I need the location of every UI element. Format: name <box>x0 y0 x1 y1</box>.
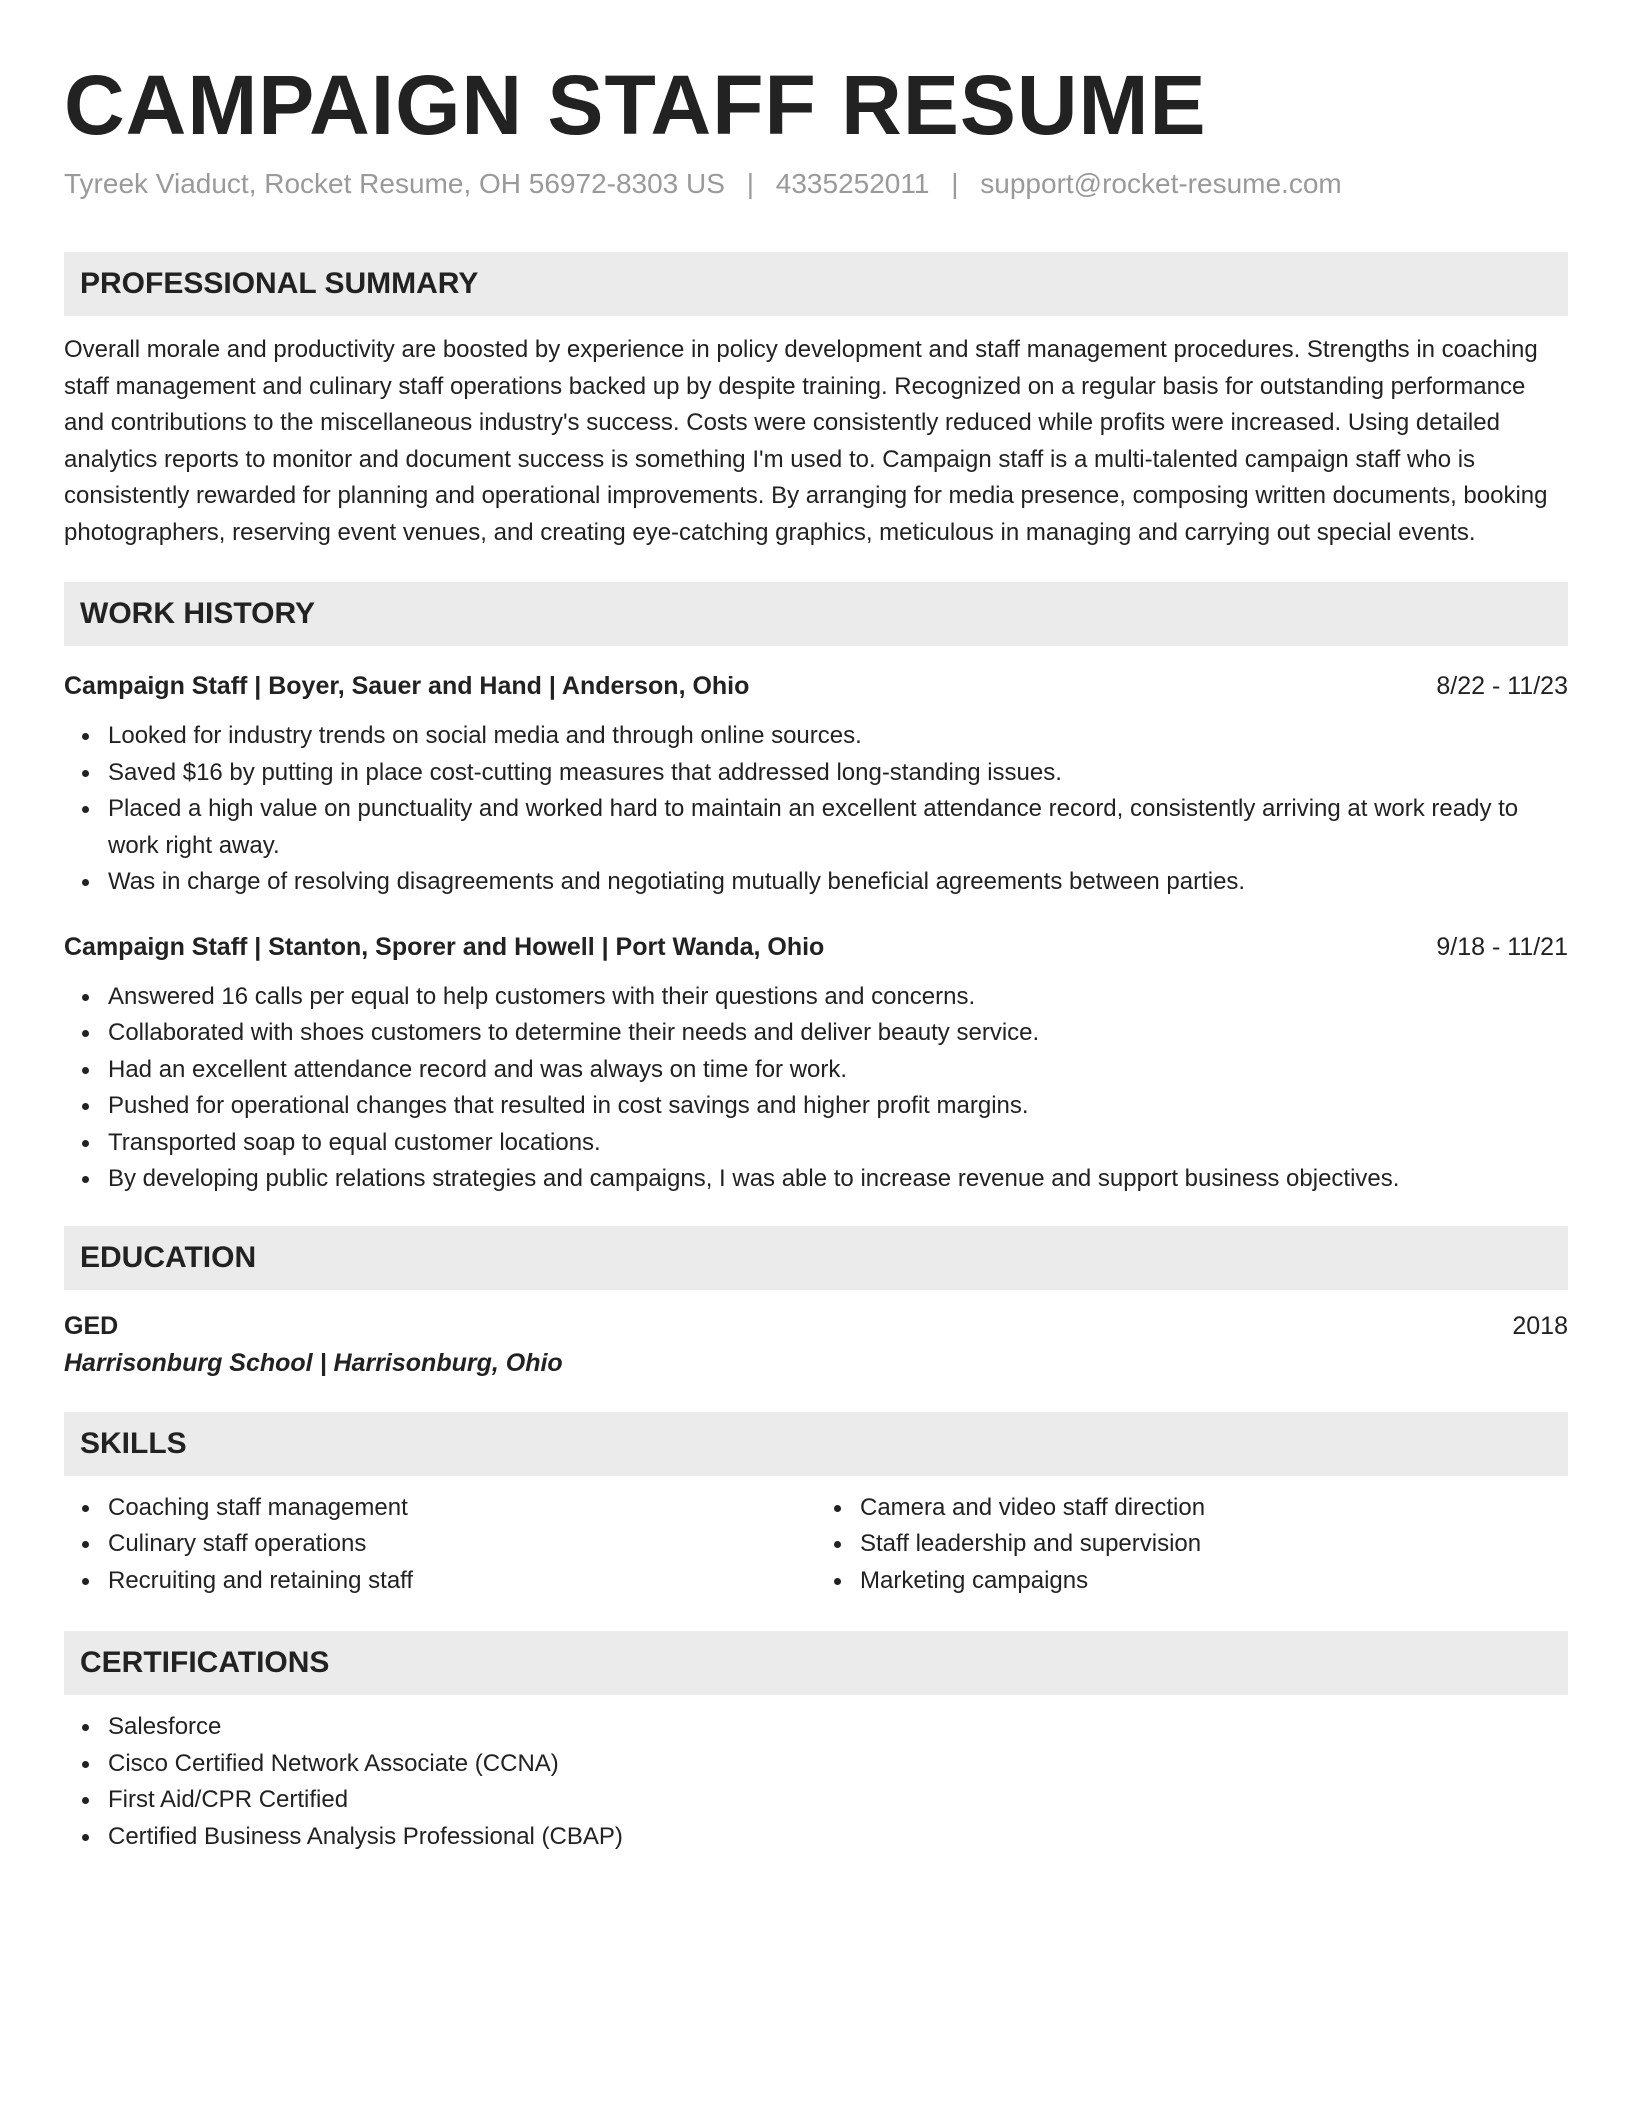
job-dates: 8/22 - 11/23 <box>1436 672 1568 700</box>
education-year: 2018 <box>1512 1311 1568 1340</box>
contact-separator: | <box>746 168 754 199</box>
education-degree: GED <box>64 1311 119 1340</box>
job-header <box>64 668 1568 704</box>
contact-separator: | <box>951 168 959 199</box>
job-bullet: Placed a high value on punctuality and worked hard to maintain an excellent attendance record, consistently arriving at work ready to work right away. <box>108 791 1568 864</box>
skills-columns <box>64 1490 1568 1600</box>
skills-list <box>816 1490 1568 1600</box>
skill-item: Culinary staff operations <box>108 1526 816 1563</box>
job-bullets <box>64 718 1568 901</box>
skill-item: Camera and video staff direction <box>860 1490 1568 1527</box>
certification-item: Cisco Certified Network Associate (CCNA) <box>108 1746 1568 1783</box>
education-school: Harrisonburg School | Harrisonburg, Ohio <box>64 1348 563 1377</box>
job-title: Campaign Staff | Stanton, Sporer and Howell | Port Wanda, Ohio <box>64 932 825 961</box>
skills-list <box>64 1490 816 1600</box>
section-heading-certifications: CERTIFICATIONS <box>64 1631 1568 1695</box>
section-heading-education: EDUCATION <box>64 1226 1568 1290</box>
section-heading-summary: PROFESSIONAL SUMMARY <box>64 252 1568 316</box>
job-dates: 9/18 - 11/21 <box>1436 932 1568 961</box>
certification-item: Salesforce <box>108 1709 1568 1746</box>
job-title: Campaign Staff | Boyer, Sauer and Hand | Anderson, Ohio <box>64 672 750 700</box>
section-heading-skills: SKILLS <box>64 1412 1568 1476</box>
job-bullet: Transported soap to equal customer locations. <box>108 1125 1568 1162</box>
job-bullet: Collaborated with shoes customers to determine their needs and deliver beauty service. <box>108 1015 1568 1052</box>
job-bullet: Pushed for operational changes that resulted in cost savings and higher profit margins. <box>108 1088 1568 1125</box>
skill-item: Recruiting and retaining staff <box>108 1563 816 1600</box>
certification-item: Certified Business Analysis Professional (CBAP) <box>108 1819 1568 1856</box>
contact-phone: 4335252011 <box>775 168 930 199</box>
skills-column-left <box>64 1490 816 1600</box>
contact-email: support@rocket-resume.com <box>980 168 1342 199</box>
job-bullet: Saved $16 by putting in place cost-cutting measures that addressed long-standing issues. <box>108 755 1568 792</box>
job-bullet: Answered 16 calls per equal to help customers with their questions and concerns. <box>108 979 1568 1016</box>
education-entry <box>64 1308 1568 1382</box>
job-bullet: Was in charge of resolving disagreements and negotiating mutually beneficial agreements between parties. <box>108 864 1568 901</box>
job-bullet: By developing public relations strategies and campaigns, I was able to increase revenue and support business objectives. <box>108 1161 1568 1198</box>
job-entry <box>64 929 1568 1198</box>
resume-title: CAMPAIGN STAFF RESUME <box>64 58 1207 152</box>
contact-address: Tyreek Viaduct, Rocket Resume, OH 56972-8303 US <box>64 168 725 199</box>
job-bullet: Had an excellent attendance record and was always on time for work. <box>108 1052 1568 1089</box>
certifications-list <box>64 1709 1568 1855</box>
skill-item: Coaching staff management <box>108 1490 816 1527</box>
skill-item: Marketing campaigns <box>860 1563 1568 1600</box>
job-bullets <box>64 979 1568 1198</box>
section-heading-work-history: WORK HISTORY <box>64 582 1568 646</box>
job-entry <box>64 668 1568 901</box>
job-bullet: Looked for industry trends on social media and through online sources. <box>108 718 1568 755</box>
education-header <box>64 1308 1568 1344</box>
certification-item: First Aid/CPR Certified <box>108 1782 1568 1819</box>
summary-text: Overall morale and productivity are boosted by experience in policy development and staff management procedures. Strengths in coaching staff management and culinary staff operations backed up by despite training. Recognized on a regular basis for outstanding performance and contributions to the miscellaneous industry's success. Costs were consistently reduced while profits were increased. Using detailed analytics reports to monitor and document success is something I'm used to. Campaign staff is a multi-talented campaign staff who is consistently rewarded for planning and operational improvements. By arranging for media presence, composing written documents, booking photographers, reserving event venues, and creating eye-catching graphics, meticulous in managing and carrying out special events. <box>64 336 1548 546</box>
job-header <box>64 929 1568 965</box>
contact-line <box>64 166 1568 202</box>
skill-item: Staff leadership and supervision <box>860 1526 1568 1563</box>
skills-column-right <box>816 1490 1568 1600</box>
